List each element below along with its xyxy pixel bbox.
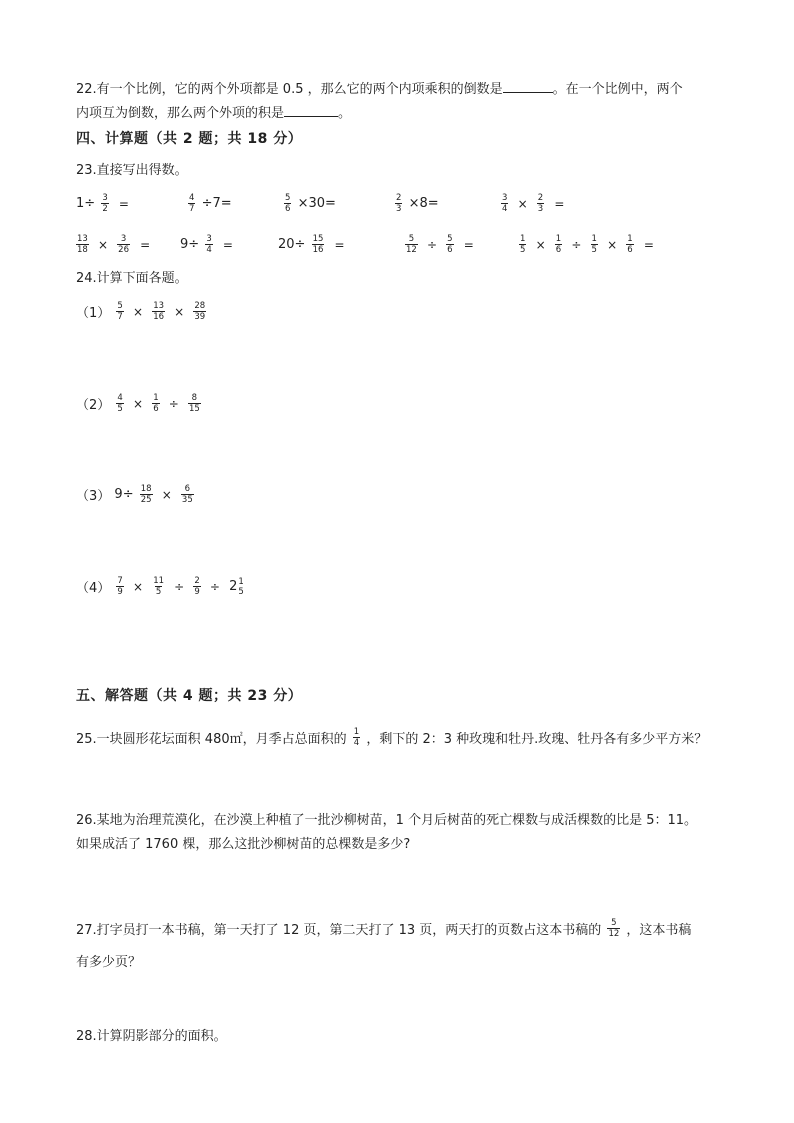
problem-label: （4） <box>76 581 111 596</box>
denominator: 25 <box>140 495 152 505</box>
q25 <box>76 727 707 748</box>
numerator: 1 <box>627 234 633 244</box>
fraction <box>152 393 159 414</box>
q28: 28.计算阴影部分的面积。 <box>76 1029 227 1044</box>
fraction <box>205 234 212 255</box>
denominator: 18 <box>77 245 88 255</box>
section4-heading: 四、计算题（共 2 题；共 18 分） <box>76 131 303 147</box>
denominator: 26 <box>118 245 129 255</box>
denominator: 12 <box>608 929 620 939</box>
operator: × <box>535 237 546 252</box>
fraction <box>555 234 562 255</box>
numerator: 11 <box>153 576 165 586</box>
numerator: 2 <box>537 193 544 203</box>
numerator: 2 <box>396 193 402 203</box>
fraction <box>501 193 508 214</box>
denominator: 5 <box>117 404 123 414</box>
operator: × <box>607 237 618 252</box>
operator: × <box>161 487 172 502</box>
fraction <box>284 193 291 214</box>
denominator: 6 <box>153 404 159 414</box>
q23-item-r2c5 <box>517 234 654 255</box>
fraction <box>193 576 200 597</box>
denominator: 7 <box>117 312 123 322</box>
fraction <box>188 393 201 414</box>
q22-answer-blank-1[interactable] <box>503 80 553 93</box>
q23-item-r1c4 <box>393 193 439 214</box>
fraction <box>395 193 402 214</box>
q24-problem-1 <box>76 301 208 322</box>
fraction <box>353 727 360 748</box>
fraction <box>519 234 526 255</box>
numerator: 6 <box>184 484 191 494</box>
operator: × <box>174 304 185 319</box>
q23-item-r1c3 <box>282 193 336 214</box>
fraction <box>116 393 123 414</box>
q24-title: 24.计算下面各题。 <box>76 271 188 286</box>
equals-sign: = <box>222 237 233 252</box>
q24-problem-2 <box>76 393 203 414</box>
numerator: 15 <box>312 234 324 244</box>
fraction <box>193 301 206 322</box>
denominator: 6 <box>285 204 291 214</box>
q22-answer-blank-2[interactable] <box>284 104 338 117</box>
expr-text: 9÷ <box>114 487 134 502</box>
problem-label: （3） <box>76 489 111 504</box>
q26-line2: 如果成活了 1760 棵，那么这批沙柳树苗的总棵数是多少? <box>76 837 411 852</box>
numerator: 28 <box>194 301 206 311</box>
operator: × <box>517 196 528 211</box>
q22-line1 <box>76 80 683 99</box>
q23-item-r2c4 <box>403 234 474 255</box>
denominator: 6 <box>447 245 453 255</box>
q27-text-a: 27.打字员打一本书稿，第一天打了 12 页，第二天打了 13 页，两天打的页数占这本书稿的 <box>76 923 602 938</box>
problem-label: （1） <box>76 306 111 321</box>
expr-text: ×8= <box>408 196 439 211</box>
expr-text: 9÷ <box>180 237 200 252</box>
numerator: 1 <box>591 234 597 244</box>
equals-sign: = <box>118 196 129 211</box>
denominator: 6 <box>627 245 633 255</box>
fraction <box>152 576 165 597</box>
problem-label: （2） <box>76 398 111 413</box>
numerator: 5 <box>408 234 415 244</box>
denominator: 35 <box>181 495 193 505</box>
fraction <box>237 577 244 597</box>
q25-text-b: ，剩下的 2：3 种玫瑰和牡丹.玫瑰、牡丹各有多少平方米？ <box>366 732 708 747</box>
operator: ÷ <box>209 579 220 594</box>
numerator: 4 <box>117 393 123 403</box>
fraction <box>591 234 598 255</box>
fraction <box>116 301 123 322</box>
mixed-number-whole: 2 <box>229 579 238 594</box>
equals-sign: = <box>643 237 654 252</box>
fraction <box>626 234 633 255</box>
operator: × <box>97 237 109 252</box>
numerator: 7 <box>117 576 123 586</box>
operator: ÷ <box>426 237 438 252</box>
q22-line2 <box>76 104 351 123</box>
fraction <box>101 193 108 214</box>
q22-text-b: 。在一个比例中，两个 <box>552 82 683 97</box>
expr-text: 20÷ <box>278 237 306 252</box>
numerator: 18 <box>140 484 152 494</box>
section5-heading: 五、解答题（共 4 题；共 23 分） <box>76 688 303 704</box>
denominator: 5 <box>520 245 526 255</box>
q24-problem-3 <box>76 484 196 505</box>
equals-sign: = <box>334 237 345 252</box>
fraction <box>537 193 544 214</box>
equals-sign: = <box>554 196 565 211</box>
operator: ÷ <box>174 579 185 594</box>
fraction <box>116 576 123 597</box>
fraction <box>117 234 130 255</box>
fraction <box>188 193 195 214</box>
q27-text-b: ，这本书稿 <box>626 923 692 938</box>
numerator: 3 <box>206 234 212 244</box>
expr-text: 1÷ <box>76 196 96 211</box>
q22-text-c: 内项互为倒数，那么两个外项的积是 <box>76 106 285 121</box>
q22-text-d: 。 <box>338 106 352 121</box>
numerator: 1 <box>353 727 360 737</box>
denominator: 12 <box>406 245 417 255</box>
fraction <box>181 484 194 505</box>
denominator: 15 <box>188 404 200 414</box>
denominator: 2 <box>102 204 108 214</box>
q27-line1 <box>76 918 691 939</box>
numerator: 5 <box>285 193 291 203</box>
numerator: 1 <box>238 576 244 587</box>
fraction <box>76 234 89 255</box>
operator: × <box>132 579 144 594</box>
denominator: 39 <box>194 312 206 322</box>
q22-text-a: 22.有一个比例，它的两个外项都是 0.5 ，那么它的两个内项乘积的倒数是 <box>76 82 503 97</box>
q23-item-r2c2 <box>180 234 233 255</box>
numerator: 5 <box>447 234 453 244</box>
q23-item-r2c1 <box>74 234 150 255</box>
numerator: 1 <box>555 234 562 244</box>
denominator: 9 <box>117 587 123 597</box>
equals-sign: = <box>140 237 151 252</box>
denominator: 5 <box>238 586 244 597</box>
numerator: 1 <box>153 393 159 403</box>
numerator: 5 <box>611 918 617 928</box>
fraction <box>607 918 620 939</box>
numerator: 8 <box>191 393 198 403</box>
numerator: 3 <box>502 193 508 203</box>
equals-sign: = <box>463 237 474 252</box>
denominator: 4 <box>206 245 212 255</box>
q23-title: 23.直接写出得数。 <box>76 163 188 178</box>
q23-item-r1c2 <box>186 193 232 214</box>
fraction <box>152 301 165 322</box>
numerator: 3 <box>120 234 127 244</box>
denominator: 3 <box>396 204 402 214</box>
fraction <box>446 234 453 255</box>
q23-item-r1c5 <box>499 193 564 214</box>
numerator: 1 <box>520 234 526 244</box>
numerator: 4 <box>189 193 195 203</box>
denominator: 9 <box>194 587 200 597</box>
numerator: 13 <box>153 301 165 311</box>
q26-line1: 26.某地为治理荒漠化，在沙漠上种植了一批沙柳树苗，1 个月后树苗的死亡棵数与成活棵数的比是 5：11。 <box>76 813 698 828</box>
q23-item-r1c1 <box>76 193 129 214</box>
denominator: 6 <box>555 245 562 255</box>
operator: × <box>132 304 144 319</box>
operator: ÷ <box>571 237 582 252</box>
denominator: 7 <box>189 204 195 214</box>
numerator: 5 <box>117 301 123 311</box>
denominator: 4 <box>353 738 360 748</box>
numerator: 2 <box>194 576 200 586</box>
fraction <box>140 484 153 505</box>
numerator: 13 <box>77 234 88 244</box>
operator: × <box>132 396 144 411</box>
q25-text-a: 25.一块圆形花坛面积 480㎡，月季占总面积的 <box>76 732 347 747</box>
fraction <box>312 234 325 255</box>
operator: ÷ <box>168 396 179 411</box>
q23-item-r2c3 <box>278 234 345 255</box>
expr-text: ×30= <box>297 196 336 211</box>
fraction <box>405 234 418 255</box>
denominator: 16 <box>312 245 324 255</box>
q27-line2: 有多少页？ <box>76 955 142 970</box>
numerator: 3 <box>102 193 108 203</box>
q24-problem-4 <box>76 576 247 597</box>
denominator: 16 <box>153 312 165 322</box>
denominator: 5 <box>591 245 597 255</box>
denominator: 4 <box>502 204 508 214</box>
denominator: 3 <box>537 204 544 214</box>
expr-text: ÷7= <box>201 196 232 211</box>
denominator: 5 <box>155 587 162 597</box>
